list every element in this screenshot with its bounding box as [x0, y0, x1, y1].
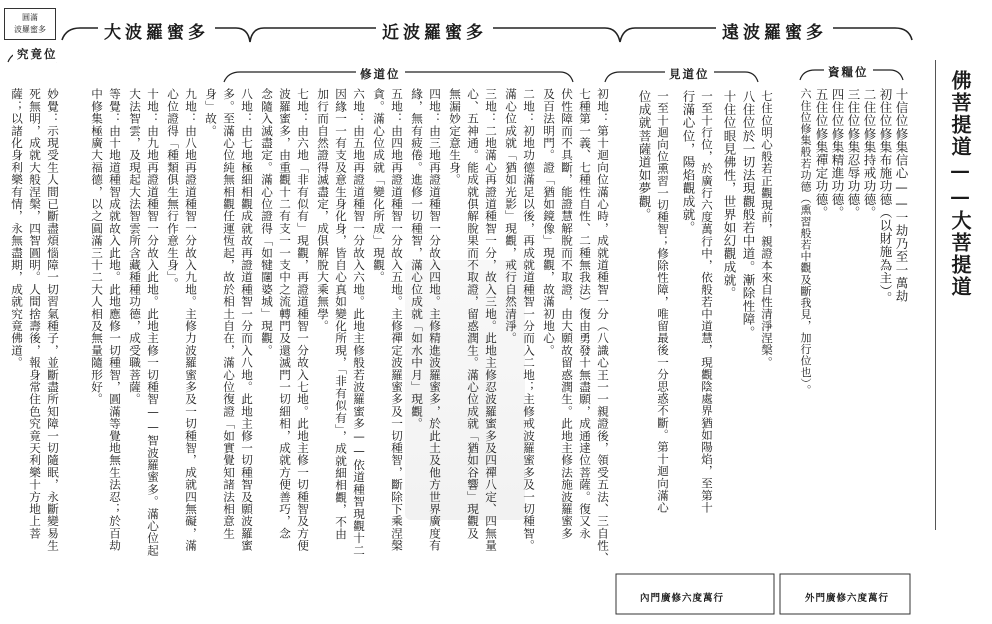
- cultivation-col-23: 九地：由八地再證道種智一分故入九地。主修力波羅蜜多及一切種智，成就四無礙，滿: [184, 88, 198, 552]
- cultivation-col-28: 中修集極廣大福德，以之圓滿三十二大人相及無量隨形好。: [90, 88, 104, 406]
- header-near-paramita: 近波羅蜜多: [376, 18, 493, 43]
- seal-line2: 波羅蜜多: [14, 25, 46, 34]
- title-sub: 大菩提道: [948, 210, 972, 298]
- title-connector: ——: [948, 158, 972, 210]
- provisions-col-7: 六住位修集般若功德（熏習般若中觀及斷我見，加行位也）。: [799, 88, 812, 396]
- seeing-col-2: 八住位於一切法現觀般若中道。漸除性障。: [741, 90, 756, 339]
- ultimate-col-1: 妙覺：示現受生人間已斷盡煩惱障一切習氣種子，並斷盡所知障一切隨眠，永斷變易生: [46, 88, 60, 552]
- cultivation-col-6: 滿心位成就「猶如光影」現觀，戒行自然清淨。: [504, 88, 518, 345]
- cultivation-col-13: 貪。滿心位成就「變化所成」現觀。: [372, 88, 386, 284]
- cultivation-col-2: 七種第一義、七種性自性、二種無我法）復由勇發十無盡願，成通達位菩薩。復又永: [578, 88, 592, 540]
- provisions-col-3: 二住位修集持戒功德。: [862, 88, 877, 219]
- cultivation-col-20: 八地：由七地極細相觀成就故再證道種智一分而入八地。此地主修一切種智及願波羅蜜: [240, 88, 254, 552]
- provisions-section: [790, 88, 908, 568]
- cultivation-col-17: 七地：由六地「非有似有」現觀，再證道種智一分故入七地。此地主修一切種智及方便: [296, 88, 310, 552]
- cultivation-col-25: 十地：由九地再證道種智一分故入此地。此地主修一切種智——智波羅蜜多。滿心位起: [146, 88, 160, 557]
- ultimate-section: [4, 88, 60, 608]
- subheader-ultimate: 究竟位: [13, 46, 62, 62]
- cultivation-col-9: 無漏妙定意生身。: [448, 88, 462, 186]
- footer-inner: 內門廣修六度萬行: [640, 593, 725, 604]
- cultivation-col-18: 波羅蜜多，由重觀十二有支一一支中之流轉門及還滅門一切細相，成就方便善巧，念: [278, 88, 292, 540]
- provisions-col-4: 三住位修集忍辱功德。: [846, 88, 861, 219]
- cultivation-col-4: 及百法明門。證「猶如鏡像」現觀，故滿初地心。: [542, 88, 556, 357]
- cultivation-col-26: 大法智雲，及現起大法智雲所含藏種種功德，成受職菩薩。: [128, 88, 142, 406]
- cultivation-col-15: 因緣一一有支及意生身化身，皆自心真如變化所現，「非有似有」，成就細相觀，不由: [334, 88, 348, 540]
- subheader-provisions: 資糧位: [824, 64, 873, 80]
- cultivation-col-3: 伏性障而不具斷，能證慧解脫而不取證，由大願故留惑潤生。此地主修法施波羅蜜多: [560, 88, 574, 540]
- cultivation-col-1: 初地：第十迴向位滿心時，成就道種智一分（八識心王一一親證後，領受五法、三自性、: [596, 88, 610, 564]
- cultivation-col-5: 二地：初地功德滿足以後，再成就道種智一分而入二地；主修戒波羅蜜多及一切種智。: [522, 88, 536, 552]
- provisions-col-6: 五住位修集禪定功德。: [814, 88, 829, 219]
- provisions-col-5: 四住位修集精進功德。: [830, 88, 845, 219]
- cultivation-col-22: 身」故。: [204, 88, 218, 137]
- cultivation-col-11: 緣，無有疲倦。進修一切種智，滿心位成就「如水中月」現觀。: [410, 88, 424, 430]
- cultivation-col-19: 念隨入滅盡定。滿心位證得「如犍闥婆城」現觀。: [260, 88, 274, 357]
- subheader-cultivation: 修道位: [356, 66, 405, 82]
- footer-outer: 外門廣修六度萬行: [805, 593, 890, 604]
- cultivation-col-14: 六地：由五地再證道種智一分故入六地。此地主修般若波羅蜜多——依道種智現觀十二: [352, 88, 366, 557]
- seeing-section: [624, 90, 774, 570]
- cultivation-col-12: 五地：由四地再證道種智一分故入五地。主修禪定波羅蜜多及一切種智，斷除下乘涅槃: [390, 88, 404, 552]
- seeing-col-4: 一至十行位，於廣行六度萬行中，依般若中道慧，現觀陰處界猶如陽焰，至第十: [700, 90, 714, 514]
- subheader-seeing: 見道位: [665, 66, 714, 82]
- cultivation-col-7: 三地：二地滿心再證道種智一分，故入三地。此地主修忍波羅蜜多及四禪八定、四無量: [484, 88, 498, 552]
- cultivation-col-27: 等覺：由十地道種智成就故入此地。此地應修一切種智，圓滿等覺地無生法忍；於百劫: [108, 88, 122, 552]
- header-great-paramita: 大波羅蜜多: [98, 18, 215, 43]
- seeing-col-6: 一至十迴向位熏習一切種智；修除性障，唯留最後一分思惑不斷。第十迴向滿心: [656, 90, 670, 514]
- provisions-col-2: 初住位修集布施功德（以財施為主）。: [878, 88, 893, 305]
- seal-line1: 圓滿: [22, 13, 38, 22]
- cultivation-col-8: 心、五神通。能成就俱解脫果而不取證，留惑潤生。滿心位成就「猶如谷響」現觀及: [466, 88, 480, 540]
- title-main: 佛菩提道: [948, 70, 972, 158]
- ultimate-col-3: 薩；以諸化身利樂有情，永無盡期，成就究竟佛道。: [10, 88, 24, 369]
- seeing-col-7: 位成就菩薩道如夢觀。: [637, 90, 652, 221]
- cultivation-col-10: 四地：由三地再證道種智一分故入四地。主修精進波羅蜜多，於此土及他方世界廣度有: [428, 88, 442, 552]
- provisions-col-1: 十信位修集信心——一劫乃至一萬劫: [894, 88, 909, 303]
- seeing-col-3: 十住位眼見佛性，世界如幻觀成就。: [722, 90, 737, 300]
- cultivation-section: [60, 88, 610, 608]
- cultivation-col-24: 心位證得「種類俱生無行作意生身」。: [166, 88, 180, 290]
- seeing-col-1: 七住位明心般若正觀現前，親證本來自性清淨涅槃。: [760, 90, 774, 369]
- header-far-paramita: 遠波羅蜜多: [716, 18, 833, 43]
- ultimate-col-2: 死無明，成就大般涅槃，四智圓明。人間捨壽後，報身常住色究竟天利樂十方地上菩: [28, 88, 42, 540]
- seeing-col-5: 行滿心位，陽焰觀成就。: [681, 90, 696, 235]
- cultivation-col-16: 加行而自然證得滅盡定，成俱解脫大乘無學。: [316, 88, 330, 332]
- cultivation-col-21: 多。至滿心位純無相觀任運恆起，故於相土自在，滿心位復證「如實覺知諸法相意生: [222, 88, 236, 540]
